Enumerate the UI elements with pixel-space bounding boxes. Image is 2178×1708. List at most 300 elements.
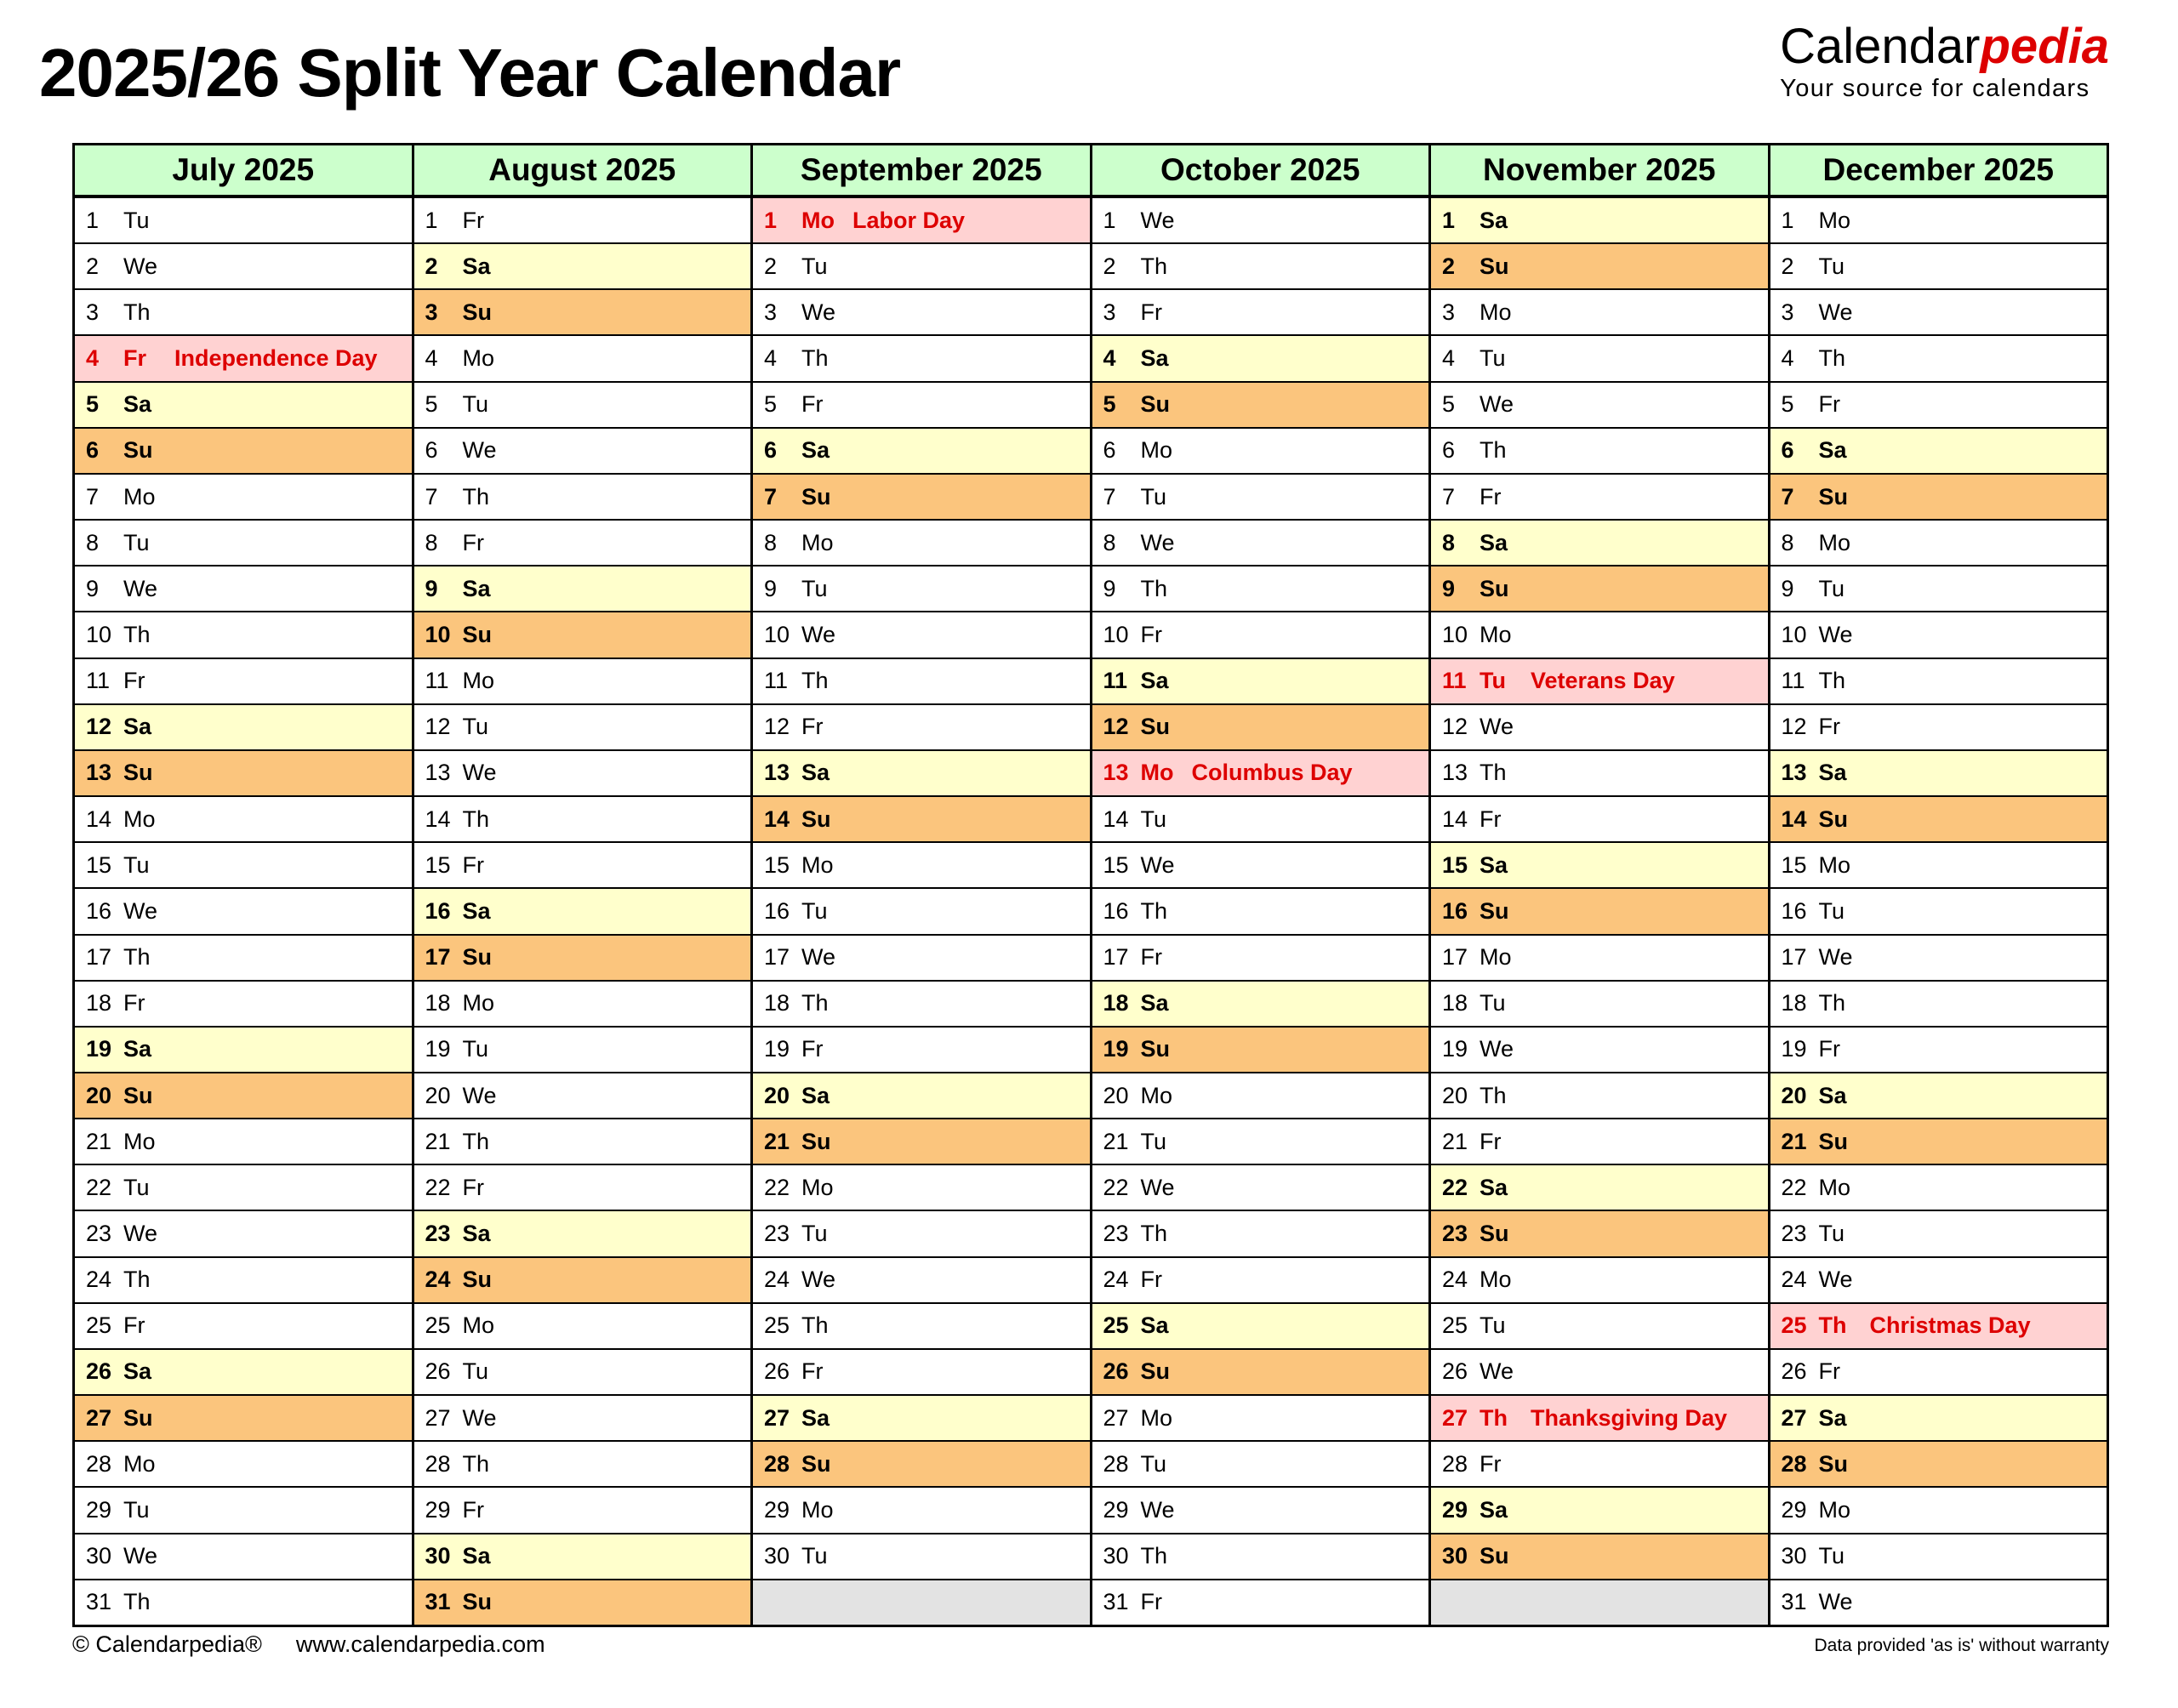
copyright-text: © Calendarpedia® [72, 1631, 262, 1657]
month-header: September 2025 [753, 145, 1090, 198]
day-weekday: Su [801, 1128, 831, 1154]
day-cell [1092, 1350, 1429, 1396]
day-weekday: Tu [1818, 897, 1845, 924]
day-number: 16 [86, 897, 112, 924]
day-cell [414, 521, 751, 566]
day-weekday: Sa [462, 575, 491, 601]
day-cell [1092, 1442, 1429, 1488]
day-number: 13 [1442, 760, 1468, 786]
brand-name-black: Calendar [1780, 19, 1981, 74]
day-weekday: Fr [1818, 1036, 1840, 1062]
day-weekday: We [801, 944, 836, 971]
day-cell [1092, 659, 1429, 705]
day-cell [1092, 1534, 1429, 1580]
day-cell [75, 475, 412, 521]
day-number: 31 [425, 1589, 451, 1615]
day-number: 3 [1442, 299, 1456, 325]
day-cell [414, 1028, 751, 1073]
day-weekday: We [1140, 207, 1175, 233]
day-number: 11 [425, 668, 449, 694]
day-number: 20 [1781, 1082, 1807, 1108]
day-number: 5 [1781, 391, 1794, 418]
day-cell [1770, 1304, 2107, 1350]
day-number: 23 [86, 1221, 112, 1247]
day-cell [75, 659, 412, 705]
day-number: 27 [1103, 1404, 1129, 1431]
day-cell [1092, 705, 1429, 751]
day-number: 31 [1781, 1589, 1807, 1615]
day-weekday: Mo [801, 1174, 834, 1200]
day-number: 15 [1442, 851, 1468, 878]
day-weekday: Su [123, 437, 153, 464]
month-header: November 2025 [1431, 145, 1768, 198]
day-weekday: Fr [462, 207, 484, 233]
day-cell [1770, 383, 2107, 429]
day-cell [1770, 475, 2107, 521]
day-weekday: We [1818, 621, 1853, 647]
day-cell [753, 1119, 1090, 1165]
day-cell [753, 936, 1090, 982]
month-header: July 2025 [75, 145, 412, 198]
month-column-september-2025 [750, 145, 1090, 1625]
day-weekday: Tu [801, 253, 828, 279]
day-weekday: Mo [1818, 529, 1851, 555]
day-weekday: Sa [801, 1404, 830, 1431]
day-cell [414, 797, 751, 843]
day-weekday: Tu [1140, 1450, 1167, 1477]
day-number: 18 [1781, 990, 1807, 1016]
day-cell [1431, 1534, 1768, 1580]
day-number: 21 [1781, 1128, 1807, 1154]
day-number: 4 [425, 345, 438, 372]
day-number: 31 [86, 1589, 112, 1615]
day-number: 20 [86, 1082, 112, 1108]
day-weekday: Th [462, 483, 490, 510]
brand-name [1780, 19, 2109, 74]
day-cell [414, 982, 751, 1028]
day-cell [75, 1396, 412, 1442]
day-cell [1092, 1488, 1429, 1534]
day-cell [414, 383, 751, 429]
day-number: 28 [86, 1450, 112, 1477]
day-number: 23 [764, 1221, 790, 1247]
day-cell [753, 612, 1090, 658]
day-cell [1431, 566, 1768, 612]
day-number: 26 [1103, 1358, 1129, 1385]
day-number: 21 [1442, 1128, 1468, 1154]
day-number: 3 [86, 299, 100, 325]
day-cell [414, 244, 751, 290]
day-cell [75, 198, 412, 244]
day-number: 24 [1442, 1267, 1468, 1293]
day-weekday: Fr [123, 1312, 145, 1339]
day-number: 12 [425, 714, 451, 740]
day-weekday: Fr [1818, 391, 1840, 418]
day-number: 12 [1781, 714, 1807, 740]
day-weekday: Th [1140, 1543, 1168, 1569]
day-number: 16 [425, 897, 451, 924]
month-header: December 2025 [1770, 145, 2107, 198]
day-cell [753, 1211, 1090, 1257]
day-weekday: Su [1480, 253, 1509, 279]
day-weekday: Th [801, 668, 829, 694]
day-number: 3 [1781, 299, 1794, 325]
day-cell [75, 1304, 412, 1350]
day-cell [75, 1488, 412, 1534]
day-number: 25 [425, 1312, 451, 1339]
day-number: 7 [1781, 483, 1794, 510]
day-weekday: Tu [1140, 1128, 1167, 1154]
day-number: 6 [425, 437, 438, 464]
day-number: 23 [1103, 1221, 1129, 1247]
month-column-october-2025 [1090, 145, 1429, 1625]
day-number: 19 [1781, 1036, 1807, 1062]
day-number: 28 [425, 1450, 451, 1477]
day-number: 20 [425, 1082, 451, 1108]
day-cell [75, 566, 412, 612]
day-cell [75, 797, 412, 843]
day-number: 29 [1442, 1496, 1468, 1523]
day-number: 6 [1781, 437, 1794, 464]
day-number: 26 [764, 1358, 790, 1385]
day-number: 10 [1781, 621, 1807, 647]
day-weekday: Fr [1140, 944, 1162, 971]
day-cell [1431, 797, 1768, 843]
holiday-label: Christmas Day [1869, 1312, 2031, 1339]
day-number: 7 [1442, 483, 1456, 510]
day-weekday: Th [1480, 1082, 1507, 1108]
day-number: 2 [86, 253, 100, 279]
day-cell [75, 1028, 412, 1073]
day-weekday: We [1480, 714, 1514, 740]
empty-cell [753, 1580, 1090, 1625]
day-number: 8 [1781, 529, 1794, 555]
day-cell [1431, 1073, 1768, 1119]
day-number: 26 [425, 1358, 451, 1385]
day-number: 19 [764, 1036, 790, 1062]
day-number: 15 [86, 851, 112, 878]
day-number: 12 [86, 714, 112, 740]
day-number: 25 [764, 1312, 790, 1339]
day-cell [1092, 1304, 1429, 1350]
day-cell [1431, 889, 1768, 935]
day-number: 28 [1781, 1450, 1807, 1477]
day-number: 17 [1103, 944, 1129, 971]
day-number: 21 [764, 1128, 790, 1154]
day-number: 23 [1781, 1221, 1807, 1247]
day-cell [1770, 705, 2107, 751]
day-cell [1092, 521, 1429, 566]
day-cell [1431, 521, 1768, 566]
day-cell [75, 290, 412, 336]
day-cell [1770, 612, 2107, 658]
day-weekday: Fr [1140, 1267, 1162, 1293]
day-weekday: Su [1480, 1221, 1509, 1247]
day-cell [1431, 198, 1768, 244]
day-weekday: Mo [462, 990, 495, 1016]
day-number: 20 [764, 1082, 790, 1108]
day-cell [414, 612, 751, 658]
day-weekday: Su [462, 1267, 493, 1293]
day-cell [1431, 290, 1768, 336]
day-weekday: Fr [462, 529, 484, 555]
day-number: 27 [425, 1404, 451, 1431]
day-weekday: Th [1480, 437, 1507, 464]
day-cell [753, 198, 1090, 244]
day-weekday: Tu [123, 207, 150, 233]
day-number: 30 [86, 1543, 112, 1569]
day-weekday: Mo [801, 529, 834, 555]
day-cell [753, 1073, 1090, 1119]
day-cell [753, 429, 1090, 475]
day-number: 13 [764, 760, 790, 786]
day-cell [1431, 1258, 1768, 1304]
day-weekday: We [1480, 391, 1514, 418]
day-weekday: We [123, 1543, 158, 1569]
day-weekday: Th [1140, 253, 1168, 279]
day-cell [75, 1073, 412, 1119]
day-cell [1092, 1119, 1429, 1165]
calendar-table [72, 143, 2109, 1627]
day-number: 4 [1781, 345, 1794, 372]
brand-name-red: pedia [1980, 19, 2109, 74]
day-cell [75, 843, 412, 889]
day-weekday: Fr [462, 851, 484, 878]
day-number: 1 [1781, 207, 1794, 233]
day-number: 2 [1781, 253, 1794, 279]
day-weekday: Th [1818, 345, 1846, 372]
day-cell [1770, 1119, 2107, 1165]
day-number: 18 [1103, 990, 1129, 1016]
day-weekday: We [801, 1267, 836, 1293]
day-cell [75, 244, 412, 290]
day-number: 26 [1781, 1358, 1807, 1385]
day-weekday: Fr [462, 1496, 484, 1523]
month-column-december-2025 [1768, 145, 2107, 1625]
day-number: 9 [425, 575, 438, 601]
day-number: 5 [1103, 391, 1116, 418]
month-column-july-2025 [75, 145, 412, 1625]
day-weekday: Th [1480, 760, 1507, 786]
day-weekday: Tu [801, 575, 828, 601]
day-number: 2 [1103, 253, 1116, 279]
day-cell [1092, 1396, 1429, 1442]
day-number: 2 [425, 253, 438, 279]
day-cell [753, 290, 1090, 336]
day-cell [1092, 889, 1429, 935]
day-weekday: Sa [1480, 1174, 1508, 1200]
day-cell [1092, 290, 1429, 336]
day-number: 13 [425, 760, 451, 786]
day-cell [1770, 843, 2107, 889]
website-url[interactable]: www.calendarpedia.com [295, 1631, 545, 1657]
day-cell [1770, 290, 2107, 336]
day-weekday: We [1818, 944, 1853, 971]
day-number: 8 [425, 529, 438, 555]
day-weekday: Sa [462, 1543, 491, 1569]
day-weekday: Th [123, 1267, 151, 1293]
day-cell [1092, 843, 1429, 889]
day-weekday: Fr [1480, 806, 1502, 832]
day-cell [414, 751, 751, 797]
day-cell [1770, 1211, 2107, 1257]
day-weekday: Sa [1818, 437, 1847, 464]
day-number: 25 [1781, 1312, 1807, 1339]
day-cell [414, 936, 751, 982]
day-cell [1770, 336, 2107, 382]
day-cell [1770, 244, 2107, 290]
day-number: 7 [764, 483, 778, 510]
day-number: 18 [86, 990, 112, 1016]
day-number: 6 [86, 437, 100, 464]
day-number: 24 [425, 1267, 451, 1293]
day-weekday: Mo [1480, 1267, 1512, 1293]
day-weekday: Th [462, 806, 490, 832]
day-weekday: Th [801, 990, 829, 1016]
day-cell [75, 521, 412, 566]
day-cell [75, 612, 412, 658]
day-weekday: Mo [1818, 207, 1851, 233]
day-number: 19 [425, 1036, 451, 1062]
day-cell [753, 982, 1090, 1028]
day-number: 3 [1103, 299, 1116, 325]
day-number: 6 [1103, 437, 1116, 464]
month-header: October 2025 [1092, 145, 1429, 198]
day-cell [1431, 1396, 1768, 1442]
day-number: 13 [1781, 760, 1807, 786]
day-number: 24 [1781, 1267, 1807, 1293]
day-number: 22 [425, 1174, 451, 1200]
day-number: 17 [764, 944, 790, 971]
day-cell [414, 1580, 751, 1625]
day-weekday: Fr [1818, 714, 1840, 740]
day-number: 26 [1442, 1358, 1468, 1385]
day-cell [1092, 244, 1429, 290]
day-cell [414, 1119, 751, 1165]
day-weekday: Sa [1480, 851, 1508, 878]
day-cell [753, 1258, 1090, 1304]
day-cell [1092, 336, 1429, 382]
day-weekday: Sa [462, 253, 491, 279]
day-cell [1431, 1488, 1768, 1534]
day-number: 8 [1442, 529, 1456, 555]
day-cell [1770, 198, 2107, 244]
holiday-label: Labor Day [852, 207, 966, 233]
day-number: 17 [1781, 944, 1807, 971]
day-number: 4 [1103, 345, 1116, 372]
month-header: August 2025 [414, 145, 751, 198]
day-number: 17 [1442, 944, 1468, 971]
day-cell [414, 198, 751, 244]
day-number: 31 [1103, 1589, 1129, 1615]
month-column-november-2025 [1428, 145, 1768, 1625]
day-weekday: Su [1818, 1450, 1849, 1477]
day-weekday: Sa [801, 1082, 830, 1108]
day-number: 2 [1442, 253, 1456, 279]
day-cell [1770, 429, 2107, 475]
day-number: 29 [86, 1496, 112, 1523]
day-cell [1092, 1028, 1429, 1073]
day-weekday: Tu [1480, 1312, 1506, 1339]
day-number: 5 [764, 391, 778, 418]
day-number: 8 [764, 529, 778, 555]
day-number: 19 [86, 1036, 112, 1062]
day-cell [75, 1442, 412, 1488]
day-weekday: Mo [1818, 851, 1851, 878]
day-weekday: Su [462, 1589, 493, 1615]
day-cell [414, 1396, 751, 1442]
day-cell [414, 1534, 751, 1580]
day-weekday: We [462, 437, 497, 464]
day-cell [753, 1442, 1090, 1488]
day-cell [1431, 936, 1768, 982]
day-cell [75, 1580, 412, 1625]
day-weekday: Mo [1818, 1496, 1851, 1523]
day-cell [753, 475, 1090, 521]
day-number: 29 [1103, 1496, 1129, 1523]
day-cell [753, 383, 1090, 429]
day-weekday: Th [1140, 897, 1168, 924]
day-cell [75, 383, 412, 429]
day-cell [1431, 1119, 1768, 1165]
day-number: 7 [1103, 483, 1116, 510]
day-weekday: Mo [801, 851, 834, 878]
day-number: 23 [425, 1221, 451, 1247]
day-weekday: Tu [462, 391, 489, 418]
day-weekday: Tu [1480, 668, 1506, 694]
day-weekday: Tu [462, 1036, 489, 1062]
day-cell [753, 705, 1090, 751]
day-weekday: Mo [1480, 299, 1512, 325]
day-weekday: Mo [1140, 1404, 1173, 1431]
day-cell [414, 1211, 751, 1257]
day-cell [1431, 1211, 1768, 1257]
day-weekday: Fr [123, 345, 146, 372]
day-weekday: We [1140, 1496, 1175, 1523]
day-weekday: Fr [462, 1174, 484, 1200]
day-weekday: Fr [1140, 299, 1162, 325]
day-weekday: Th [462, 1450, 490, 1477]
day-number: 27 [1442, 1404, 1468, 1431]
day-number: 9 [764, 575, 778, 601]
day-weekday: We [462, 1082, 497, 1108]
day-cell [1092, 1580, 1429, 1625]
day-cell [1431, 1442, 1768, 1488]
day-weekday: Fr [123, 990, 145, 1016]
day-number: 27 [86, 1404, 112, 1431]
day-number: 5 [86, 391, 100, 418]
holiday-label: Columbus Day [1191, 760, 1353, 786]
day-cell [414, 1350, 751, 1396]
day-cell [1092, 797, 1429, 843]
day-cell [1770, 1073, 2107, 1119]
day-cell [1431, 659, 1768, 705]
day-weekday: Fr [801, 714, 824, 740]
day-cell [75, 1165, 412, 1211]
day-number: 22 [1103, 1174, 1129, 1200]
day-cell [1431, 982, 1768, 1028]
day-number: 9 [86, 575, 100, 601]
day-weekday: Sa [1818, 760, 1847, 786]
day-cell [75, 889, 412, 935]
day-number: 28 [1442, 1450, 1468, 1477]
month-column-august-2025 [412, 145, 751, 1625]
day-number: 15 [764, 851, 790, 878]
day-number: 24 [86, 1267, 112, 1293]
day-weekday: Su [1818, 1128, 1849, 1154]
day-number: 30 [1103, 1543, 1129, 1569]
day-number: 14 [1781, 806, 1807, 832]
